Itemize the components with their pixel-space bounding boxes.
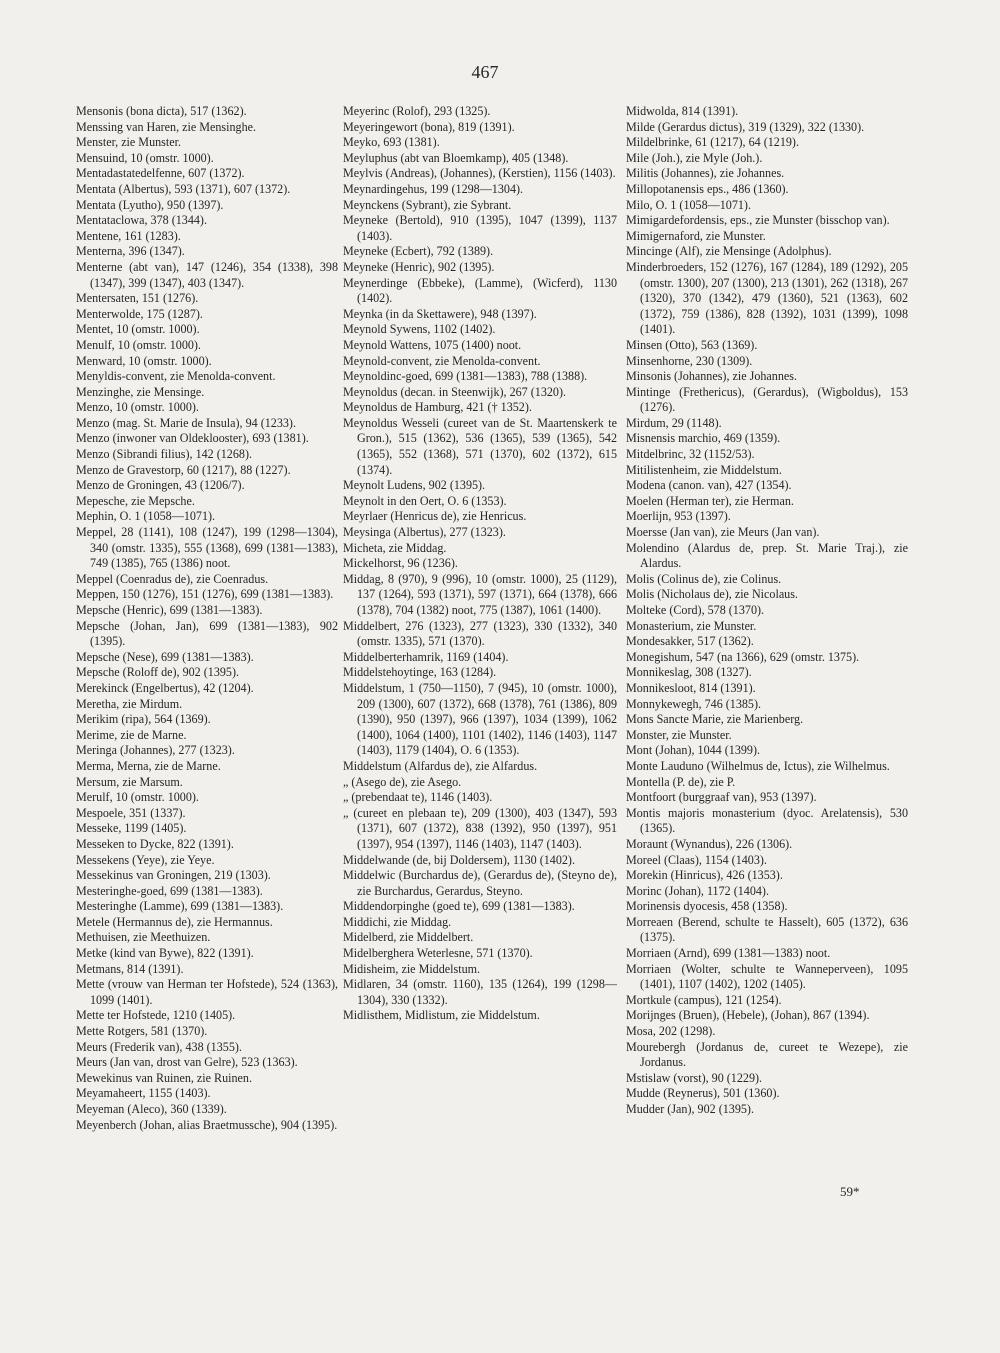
- index-column-1: [76, 104, 338, 1133]
- index-entry: Morekin (Hinricus), 426 (1353).: [626, 868, 783, 883]
- index-entry: Middendorpinghe (goed te), 699 (1381—1383).: [343, 899, 575, 914]
- index-entry: Mitdelbrinc, 32 (1152/53).: [626, 447, 755, 462]
- index-entry: Meynolt Ludens, 902 (1395).: [343, 478, 486, 493]
- index-entry: Meurs (Jan van, drost van Gelre), 523 (1363).: [76, 1055, 298, 1070]
- index-entry: Middelstum, 1 (750—1150), 7 (945), 10 (omstr. 1000), 209 (1300), 607 (1372), 668 (1378), 761 (1386), 809 (1390), 950 (1397), 966 (1397), 1034 (1399), 1062 (1400), 1064 (1400), 1101 (1402), 1146 (1403), 1147 (1403), 1179 (1404), O. 6 (1353).: [343, 680, 617, 758]
- index-entry: Mile (Joh.), zie Myle (Joh.).: [626, 150, 763, 165]
- index-entry: Metke (kind van Bywe), 822 (1391).: [76, 946, 254, 961]
- index-entry: Meyenberch (Johan, alias Braetmussche), 904 (1395).: [76, 1117, 338, 1132]
- index-entry: Mstislaw (vorst), 90 (1229).: [626, 1070, 763, 1085]
- index-entry: Mepsche (Johan, Jan), 699 (1381—1383), 902 (1395).: [76, 618, 338, 649]
- index-entry: Mimigernaford, zie Munster.: [626, 228, 766, 243]
- index-entry: Meringa (Johannes), 277 (1323).: [76, 743, 235, 758]
- index-entry: Menyldis-convent, zie Menolda-convent.: [76, 369, 276, 384]
- index-entry: Mentene, 161 (1283).: [76, 228, 181, 243]
- index-entry: Mons Sancte Marie, zie Marienberg.: [626, 712, 804, 727]
- index-entry: Meynoldinc-goed, 699 (1381—1383), 788 (1388).: [343, 369, 588, 384]
- index-entry: Morriaen (Wolter, schulte te Wanneperveen), 1095 (1401), 1107 (1402), 1202 (1405).: [626, 961, 908, 992]
- index-entry: Meysinga (Albertus), 277 (1323).: [343, 525, 506, 540]
- index-entry: Meyeman (Aleco), 360 (1339).: [76, 1102, 227, 1116]
- index-entry: Mincinge (Alf), zie Mensinge (Adolphus).: [626, 244, 832, 259]
- index-entry: Merma, Merna, zie de Marne.: [76, 758, 221, 773]
- index-entry: Meyerinc (Rolof), 293 (1325).: [343, 104, 491, 118]
- index-entry: Meppel (Coenradus de), zie Coenradus.: [76, 571, 269, 586]
- index-entry: Meppen, 150 (1276), 151 (1276), 699 (1381—1383).: [76, 587, 334, 602]
- index-entry: Middelbert, 276 (1323), 277 (1323), 330 (1332), 340 (omstr. 1335), 571 (1370).: [343, 618, 617, 649]
- index-entry: Meynolt in den Oert, O. 6 (1353).: [343, 493, 507, 508]
- index-entry: Mitilistenheim, zie Middelstum.: [626, 462, 782, 477]
- index-entry: „ (Asego de), zie Asego.: [343, 774, 462, 789]
- index-entry: Menzo, 10 (omstr. 1000).: [76, 400, 199, 415]
- index-entry: Menzo (inwoner van Oldeklooster), 693 (1381).: [76, 431, 309, 446]
- index-entry: Meurs (Frederik van), 438 (1355).: [76, 1039, 242, 1054]
- index-entry: Mourebergh (Jordanus de, cureet te Wezepe), zie Jordanus.: [626, 1039, 908, 1070]
- index-entry: Midelberd, zie Middelbert.: [343, 930, 474, 945]
- index-entry: Mesteringhe-goed, 699 (1381—1383).: [76, 883, 263, 898]
- index-entry: Methuisen, zie Meethuizen.: [76, 930, 211, 945]
- signature-mark: 59*: [840, 1184, 860, 1199]
- index-entry: „ (prebendaat te), 1146 (1403).: [343, 790, 493, 805]
- index-entry: Montfoort (burggraaf van), 953 (1397).: [626, 790, 817, 805]
- index-entry: Molendino (Alardus de, prep. St. Marie Traj.), zie Alardus.: [626, 540, 908, 571]
- index-entry: Menulf, 10 (omstr. 1000).: [76, 337, 201, 352]
- index-entry: Middelwande (de, bij Doldersem), 1130 (1402).: [343, 852, 575, 867]
- index-entry: Meppel, 28 (1141), 108 (1247), 199 (1298—1304), 340 (omstr. 1335), 555 (1368), 699 (1381—1383), 749 (1385), 765 (1386) noot.: [76, 525, 338, 571]
- index-entry: Monasterium, zie Munster.: [626, 618, 757, 633]
- index-entry: Menzo (mag. St. Marie de Insula), 94 (1233).: [76, 415, 296, 430]
- index-entry: Menster, zie Munster.: [76, 135, 181, 150]
- index-entry: Mickelhorst, 96 (1236).: [343, 556, 458, 571]
- index-entry: Mimigardefordensis, eps., zie Munster (bisschop van).: [626, 213, 890, 228]
- index-entry: Mette ter Hofstede, 1210 (1405).: [76, 1008, 236, 1023]
- index-entry: Merekinck (Engelbertus), 42 (1204).: [76, 680, 254, 695]
- index-entry: Molis (Colinus de), zie Colinus.: [626, 571, 782, 586]
- index-entry: Mensuind, 10 (omstr. 1000).: [76, 150, 214, 165]
- index-entry: Meretha, zie Mirdum.: [76, 696, 183, 711]
- index-entry: Meynold Wattens, 1075 (1400) noot.: [343, 337, 522, 352]
- index-entry: Middelstum (Alfardus de), zie Alfardus.: [343, 758, 538, 773]
- index-entry: Mentersaten, 151 (1276).: [76, 291, 199, 306]
- index-entry: Merikim (ripa), 564 (1369).: [76, 712, 211, 727]
- index-entry: Monnikeslag, 308 (1327).: [626, 665, 752, 680]
- index-entry: Mondesakker, 517 (1362).: [626, 634, 754, 649]
- index-entry: Mepsche (Roloff de), 902 (1395).: [76, 665, 240, 680]
- index-entry: Mudder (Jan), 902 (1395).: [626, 1102, 754, 1116]
- index-entry: Meyneke (Ecbert), 792 (1389).: [343, 244, 494, 259]
- index-column-2: [343, 104, 617, 1024]
- index-entry: Mudde (Reynerus), 501 (1360).: [626, 1086, 780, 1101]
- index-entry: Midelberghera Weterlesne, 571 (1370).: [343, 946, 533, 961]
- index-entry: Middag, 8 (970), 9 (996), 10 (omstr. 1000), 25 (1129), 137 (1264), 593 (1371), 597 (1371), 664 (1378), 666 (1378), 704 (1382) noot, 775 (1387), 1061 (1400).: [343, 571, 617, 617]
- index-entry: Moelen (Herman ter), zie Herman.: [626, 493, 794, 508]
- index-entry: Misnensis marchio, 469 (1359).: [626, 431, 781, 446]
- index-entry: Meynardingehus, 199 (1298—1304).: [343, 181, 524, 196]
- index-entry: Moersse (Jan van), zie Meurs (Jan van).: [626, 525, 820, 540]
- page-number: 467: [471, 62, 499, 82]
- index-entry: Menzinghe, zie Mensinge.: [76, 384, 205, 399]
- index-entry: Meynka (in da Skettawere), 948 (1397).: [343, 306, 537, 321]
- index-entry: Meynerdinge (Ebbeke), (Lamme), (Wicferd), 1130 (1402).: [343, 275, 617, 306]
- index-entry: Mosa, 202 (1298).: [626, 1024, 716, 1039]
- index-entry: Metele (Hermannus de), zie Hermannus.: [76, 914, 273, 929]
- index-entry: Mesteringhe (Lamme), 699 (1381—1383).: [76, 899, 284, 914]
- index-entry: Mewekinus van Ruinen, zie Ruinen.: [76, 1070, 252, 1085]
- index-entry: Millopotanensis eps., 486 (1360).: [626, 181, 789, 196]
- index-entry: Mont (Johan), 1044 (1399).: [626, 743, 761, 758]
- index-entry: Molteke (Cord), 578 (1370).: [626, 603, 765, 617]
- index-entry: Midlaren, 34 (omstr. 1160), 135 (1264), 199 (1298—1304), 330 (1332).: [343, 977, 617, 1007]
- index-entry: Modena (canon. van), 427 (1354).: [626, 478, 792, 493]
- index-entry: Monnikesloot, 814 (1391).: [626, 680, 756, 695]
- index-entry: Mepsche (Henric), 699 (1381—1383).: [76, 603, 263, 617]
- index-entry: Mintinge (Frethericus), (Gerardus), (Wigboldus), 153 (1276).: [626, 384, 908, 415]
- index-entry: Minderbroeders, 152 (1276), 167 (1284), 189 (1292), 205 (omstr. 1300), 207 (1300), 213 (1301), 262 (1318), 267 (1320), 370 (1342), 479 (1360), 521 (1363), 602 (1372), 759 (1386), 828 (1392), 1031 (1399), 1098 (1401).: [626, 259, 908, 337]
- index-entry: Middichi, zie Middag.: [343, 914, 452, 929]
- index-entry: Meynold Sywens, 1102 (1402).: [343, 322, 496, 337]
- index-entry: Meynoldus Wesseli (cureet van de St. Maartenskerk te Gron.), 515 (1362), 536 (1365), 539 (1365), 542 (1365), 552 (1368), 571 (1370), 602 (1372), 615 (1374).: [343, 415, 617, 477]
- index-entry: „ (cureet en plebaan te), 209 (1300), 403 (1347), 593 (1371), 607 (1372), 838 (1392), 950 (1397), 951 (1397), 954 (1397), 1146 (1403), 1147 (1403).: [343, 805, 617, 851]
- index-entry: Micheta, zie Middag.: [343, 540, 447, 555]
- index-entry: Milde (Gerardus dictus), 319 (1329), 322 (1330).: [626, 119, 865, 134]
- index-entry: Middelwic (Burchardus de), (Gerardus de), (Steyno de), zie Burchardus, Gerardus, Steyno.: [343, 868, 617, 898]
- index-column-3: [626, 104, 908, 1118]
- index-entry: Menzo (Sibrandi filius), 142 (1268).: [76, 447, 253, 462]
- index-entry: Meynold-convent, zie Menolda-convent.: [343, 353, 541, 368]
- index-entry: Minsen (Otto), 563 (1369).: [626, 337, 758, 352]
- index-entry: Mirdum, 29 (1148).: [626, 415, 722, 430]
- index-entry: Mette (vrouw van Herman ter Hofstede), 524 (1363), 1099 (1401).: [76, 977, 338, 1007]
- index-entry: Mildelbrinke, 61 (1217), 64 (1219).: [626, 135, 799, 150]
- index-entry: Messekinus van Groningen, 219 (1303).: [76, 868, 271, 883]
- index-entry: Militis (Johannes), zie Johannes.: [626, 166, 785, 181]
- index-entry: Molis (Nicholaus de), zie Nicolaus.: [626, 587, 798, 602]
- index-entry: Mentata (Albertus), 593 (1371), 607 (1372).: [76, 181, 291, 196]
- index-entry: Meynckens (Sybrant), zie Sybrant.: [343, 197, 512, 212]
- index-entry: Mentata (Lyutho), 950 (1397).: [76, 197, 224, 212]
- index-entry: Menterne (abt van), 147 (1246), 354 (1338), 398 (1347), 399 (1347), 403 (1347).: [76, 259, 338, 290]
- index-entry: Middelstehoytinge, 163 (1284).: [343, 665, 497, 680]
- index-entry: Morreaen (Berend, schulte te Hasselt), 605 (1372), 636 (1375).: [626, 914, 908, 945]
- index-entry: Morijnges (Bruen), (Hebele), (Johan), 867 (1394).: [626, 1008, 870, 1023]
- index-entry: Monegishum, 547 (na 1366), 629 (omstr. 1375).: [626, 649, 860, 664]
- index-entry: Morriaen (Arnd), 699 (1381—1383) noot.: [626, 946, 831, 961]
- index-entry: Menward, 10 (omstr. 1000).: [76, 353, 212, 368]
- index-entry: Meyneke (Henric), 902 (1395).: [343, 259, 495, 274]
- index-entry: Minsonis (Johannes), zie Johannes.: [626, 369, 797, 384]
- index-entry: Merime, zie de Marne.: [76, 727, 187, 742]
- index-entry: Messekens (Yeye), zie Yeye.: [76, 852, 215, 867]
- index-entry: Messeke, 1199 (1405).: [76, 821, 187, 836]
- index-entry: Mentataclowa, 378 (1344).: [76, 213, 207, 228]
- index-entry: Moraunt (Wynandus), 226 (1306).: [626, 836, 793, 851]
- index-entry: Mepesche, zie Mepsche.: [76, 493, 195, 508]
- index-entry: Menzo de Groningen, 43 (1206/7).: [76, 478, 245, 493]
- index-entry: Meyrlaer (Henricus de), zie Henricus.: [343, 509, 527, 524]
- index-entry: Mentadastatedelfenne, 607 (1372).: [76, 166, 245, 181]
- index-entry: Monte Lauduno (Wilhelmus de, Ictus), zie Wilhelmus.: [626, 758, 890, 773]
- index-entry: Meynoldus de Hamburg, 421 († 1352).: [343, 400, 532, 415]
- index-entry: Morinensis dyocesis, 458 (1358).: [626, 899, 788, 914]
- index-entry: Moreel (Claas), 1154 (1403).: [626, 852, 767, 867]
- index-entry: Mepsche (Nese), 699 (1381—1383).: [76, 649, 254, 664]
- index-entry: Midlisthem, Midlistum, zie Middelstum.: [343, 1008, 540, 1023]
- index-entry: Menssing van Haren, zie Mensinghe.: [76, 119, 257, 134]
- index-entry: Meylvis (Andreas), (Johannes), (Kerstien), 1156 (1403).: [343, 166, 616, 181]
- index-entry: Monster, zie Munster.: [626, 727, 732, 742]
- index-entry: Meynoldus (decan. in Steenwijk), 267 (1320).: [343, 384, 567, 399]
- index-entry: Moerlijn, 953 (1397).: [626, 509, 731, 524]
- index-entry: Meyeringewort (bona), 819 (1391).: [343, 119, 515, 134]
- index-entry: Meyluphus (abt van Bloemkamp), 405 (1348).: [343, 150, 569, 165]
- index-entry: Mette Rotgers, 581 (1370).: [76, 1024, 208, 1039]
- index-entry: Meyko, 693 (1381).: [343, 135, 440, 150]
- index-entry: Montella (P. de), zie P.: [626, 774, 736, 789]
- index-entry: Monnykewegh, 746 (1385).: [626, 696, 762, 711]
- index-entry: Mensonis (bona dicta), 517 (1362).: [76, 104, 247, 118]
- index-entry: Meyneke (Bertold), 910 (1395), 1047 (1399), 1137 (1403).: [343, 213, 617, 243]
- index-entry: Mespoele, 351 (1337).: [76, 805, 186, 820]
- index-entry: Mephin, O. 1 (1058—1071).: [76, 509, 216, 524]
- index-entry: Milo, O. 1 (1058—1071).: [626, 197, 751, 212]
- index-entry: Midwolda, 814 (1391).: [626, 104, 739, 118]
- index-entry: Morinc (Johan), 1172 (1404).: [626, 883, 769, 898]
- index-entry: Mortkule (campus), 121 (1254).: [626, 992, 782, 1007]
- index-entry: Menzo de Gravestorp, 60 (1217), 88 (1227).: [76, 462, 291, 477]
- index-entry: Merulf, 10 (omstr. 1000).: [76, 790, 199, 805]
- index-entry: Minsenhorne, 230 (1309).: [626, 353, 753, 368]
- index-entry: Meyamaheert, 1155 (1403).: [76, 1086, 211, 1101]
- index-entry: Mentet, 10 (omstr. 1000).: [76, 322, 200, 337]
- index-entry: Mersum, zie Marsum.: [76, 774, 183, 789]
- index-entry: Messeken to Dycke, 822 (1391).: [76, 836, 234, 851]
- index-entry: Metmans, 814 (1391).: [76, 961, 184, 976]
- index-entry: Middelberterhamrik, 1169 (1404).: [343, 649, 509, 664]
- index-entry: Midisheim, zie Middelstum.: [343, 961, 481, 976]
- index-entry: Menterna, 396 (1347).: [76, 244, 185, 259]
- index-entry: Menterwolde, 175 (1287).: [76, 306, 203, 321]
- index-entry: Montis majoris monasterium (dyoc. Arelatensis), 530 (1365).: [626, 805, 908, 836]
